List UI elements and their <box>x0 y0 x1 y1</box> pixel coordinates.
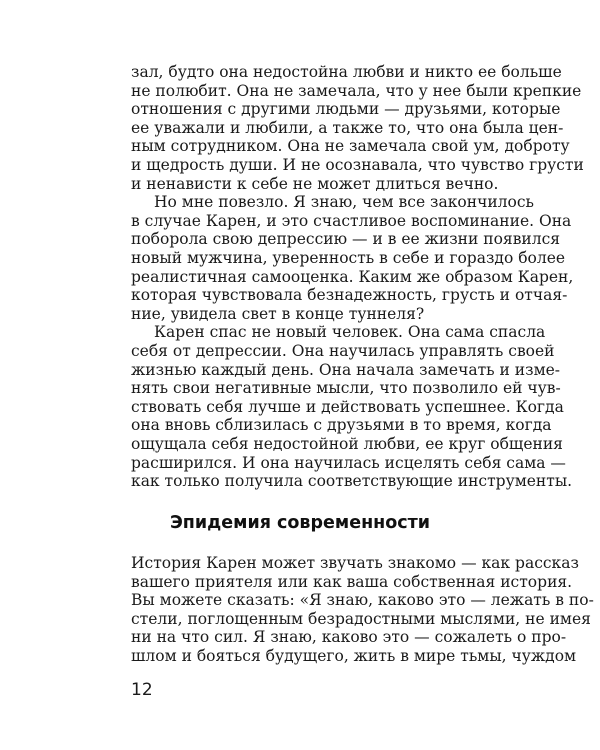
text-line: шлом и бояться будущего, жить в мире тьмы, чуждом <box>131 647 577 665</box>
text-line: себя от депрессии. Она научилась управлять своей <box>131 342 555 360</box>
text-line: ощущала себя недостойной любви, ее круг общения <box>131 435 563 453</box>
text-line: Но мне повезло. Я знаю, чем все закончилось <box>154 193 534 212</box>
text-line: Карен спас не новый человек. Она сама спасла <box>154 323 546 342</box>
text-line: стели, поглощенным безрадостными мыслями, не имея <box>131 609 591 628</box>
section-heading: Эпидемия современности <box>169 513 431 533</box>
text-line: отношения с другими людьми — друзьями, которые <box>131 100 561 119</box>
text-line: которая чувствовала безнадежность, грусть и отчая- <box>131 286 568 305</box>
text-line: реалистичная самооценка. Каким же образом Карен, <box>131 267 574 286</box>
text-line: ствовать себя лучше и действовать успешнее. Когда <box>131 397 564 416</box>
text-line: расширился. И она научилась исцелять себя сама — <box>131 453 566 472</box>
text-line: поборола свою депрессию — и в ее жизни появился <box>131 230 561 249</box>
text-line: ным сотрудником. Она не замечала свой ум, доброту <box>131 137 570 156</box>
text-line: зал, будто она недостойна любви и никто ее больше <box>131 63 562 81</box>
text-line: в случае Карен, и это счастливое воспоминание. Она <box>131 211 572 230</box>
text-line: не полюбит. Она не замечала, что у нее были крепкие <box>131 81 582 100</box>
text-line: Вы можете сказать: «Я знаю, каково это — лежать в по- <box>131 591 594 610</box>
text-line: и щедрость души. И не осознавала, что чувство грусти <box>131 156 584 174</box>
text-line: ние, увидела свет в конце туннеля? <box>131 304 425 323</box>
text-line: жизнью каждый день. Она начала замечать и изме- <box>131 360 561 379</box>
text-line: нять свои негативные мысли, что позволило ей чув- <box>131 379 561 398</box>
text-line: она вновь сблизилась с друзьями в то время, когда <box>131 416 552 435</box>
page-number: 12 <box>131 680 153 700</box>
text-line: ни на что сил. Я знаю, каково это — сожалеть о про- <box>131 628 567 647</box>
text-line: История Карен может звучать знакомо — как рассказ <box>131 554 579 572</box>
text-line: новый мужчина, уверенность в себе и гораздо более <box>131 249 566 267</box>
text-line: как только получила соответствующие инструменты. <box>131 472 573 491</box>
text-line: ее уважали и любили, а также то, что она была цен- <box>131 118 564 137</box>
text-line: вашего приятеля или как ваша собственная история. <box>131 572 573 591</box>
text-line: и ненависти к себе не может длиться вечно. <box>131 174 499 193</box>
